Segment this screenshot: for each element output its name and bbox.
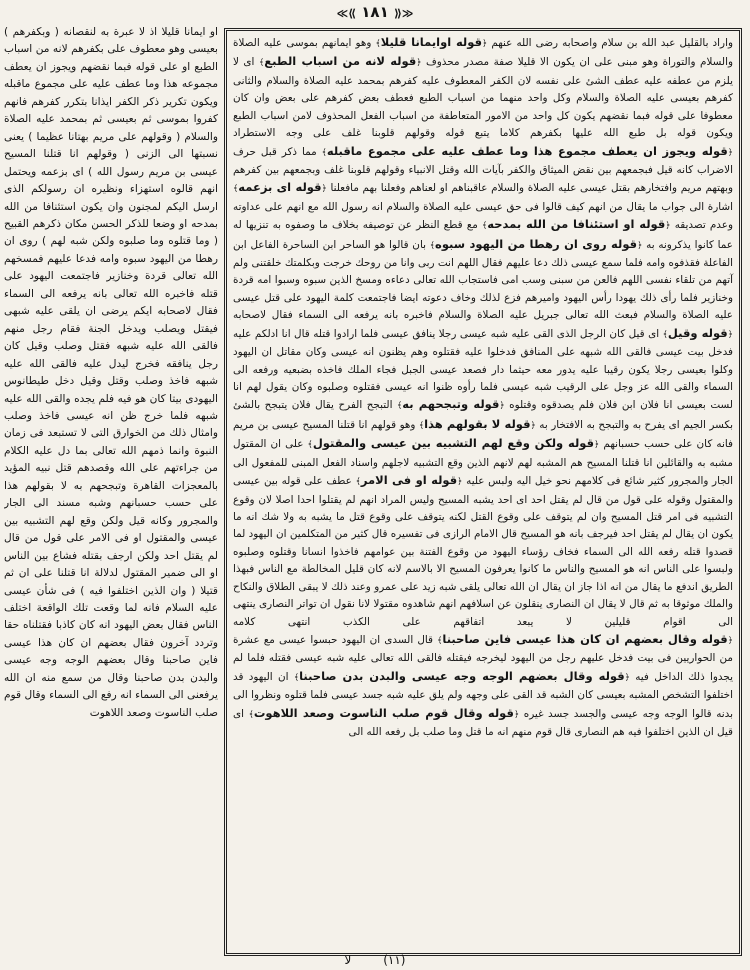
commentary-text: بان قالوا هو الساحر ابن الساحرة الفاعل ابن الفاعلة فقذفوه وامه فلما سمع عيسى ذلك دعا عليهم فقال اللهم انت ربى وانا من روحك خرجت وبكلمتك خلقتنى ولم آتهم من تلقاء نفسى اللهم فالعن من سبنى وسب امى فاستجاب الله تعالى دعاءه ومسخ الذين سبوه وسبوا امه قردة وخنازير فلما رأى ذلك يهودا رأس اليهود واميرهم فزع لذلك وخاف دعوته ايضا فاجتمعت كلمة اليهود على قتل عيسى عليه الصلاة والسلام فبعث الله تعالى جبريل عليه الصلاة والسلام فاخبره بانه يرفعه الى السماء فقال لاصحابه [233, 238, 733, 322]
commentary-text: على ان المقتول مشبه به والقائلين انا قتلنا المسيح هم المشبه لهم لانهم الذين وقع التشبيه لاجلهم واسناد الفعل المبنى للمفعول الى الجار والمجرور كثير شائع فى كلامهم نحو خيل اليه ولبس عليه [233, 438, 734, 488]
commentary-text: اشارة الى جواب ما يقال من انهم كيف قالوا فى حق عيسى عليه الصلاة والسلام انه رسول الله مع انهم على عداوته وعدم تصديقه [233, 200, 733, 232]
main-commentary [227, 31, 739, 741]
lemma-heading: قوله ويجوز ان يعطف مجموع هذا وما عطف عليه على مجموع ماقبله [326, 143, 728, 158]
lemma-heading: قوله لا بقولهم هذا [424, 416, 531, 431]
margin-commentary [4, 24, 218, 929]
margin-text: او ايمانا قليلا اذ لا عبرة به لنقصانه ( وبكفرهم ) بعيسى وهو معطوف على بكفرهم لانه من اسباب الطبع او على قوله فبما نقضهم ويجوز ان يعطف مجموعه هذا وما عطف عليه على مجموع ماقبله ويكون تكرير ذكر الكفر ايذانا بتكرر كفرهم فانهم كفروا بموسى ثم بعيسى ثم بمحمد عليه الصلاة والسلام ( وقولهم على مريم بهتانا عظيما ) يعنى نسبتها الى الزنى ( وقولهم انا قتلنا المسيح عيسى بن مريم رسول الله ) اى بزعمه ويحتمل انهم قالوه استهزاء ونظيره ان رسولكم الذى ارسل اليكم لمجنون وان يكون استئنافا من الله بمدحه او وضعا للذكر الحسن مكان ذكرهم القبيح ( وما قتلوه وما صلبوه ولكن شبه لهم ) روى ان رهطا من اليهود سبوه وامه فدعا عليهم فمسخهم الله تعالى قردة وخنازير فاجتمعت اليهود على قتله فاخبره الله تعالى بانه يرفعه الى السماء فقال لاصحابه ايكم يرضى ان يلقى عليه شبهى فيقتل ويصلب ويدخل الجنة فقام رجل منهم فالقى الله عليه شبهه فقتل وصلب وقيل كان رجل ينافقه فخرج ليدل عليه فالقى الله عليه شبهه فاخذ وصلب وقتل وقيل دخل طيطانوس اليهودى بيتا كان هو فيه فلم يجده والقى الله عليه شبهه فلما خرج ظن انه عيسى فاخذ وصلب وامثال ذلك من الخوارق التى لا تستبعد فى زمان النبوة وانما ذمهم الله تعالى بما دل عليه الكلام من جراءتهم على الله وقصدهم قتل نبيه المؤيد بالمعجزات القاهرة وتبجحهم به لا بقولهم هذا على حسب حسبانهم وشبه مسند الى الجار والمجرور وكانه قيل ولكن وقع لهم التشبيه بين عيسى والمقتول او فى الامر على قول من قال لم يقتل احد ولكن ارجف بقتله فشاع بين الناس او الى ضمير المقتول لدلالة انا قتلنا على ان ثم قتيلا ( وان الذين اختلفوا فيه ) فى شأن عيسى عليه السلام فانه لما وقعت تلك الواقعة اختلف الناس فقال بعض اليهود انه كان كاذبا فقتلناه حقا وتردد آخرون فقال بعضهم ان كان هذا عيسى فاين صاحبنا وقال بعضهم الوجه وجه عيسى والبدن بدن صاحبنا وقال من سمع منه ان الله يرفعنى الى السماء انه رفع الى السماء وقال قوم صلب الناسوت وصعد اللاهوت [4, 26, 218, 719]
lemma-heading: قوله اوايمانا قليلا [380, 35, 482, 49]
commentary-text: قال السدى ان اليهود حبسوا عيسى مع عشرة من الحواريين فى بيت فدخل عليهم رجل من اليهود ليخرجه فيقتله فالقى الله تعالى عليه شبه عيسى فقتله فلما لم يجدوا ذلك الداخل فيه [233, 633, 733, 683]
commentary-text: اى قيل كان الرجل الذى القى عليه شبه عيسى رجلا ينافق عيسى فلما ارادوا قتله قال انا ادلكم عليه فدخل بيت عيسى فالقى الله شبهه على المنافق فدخلوا عليه فقتلوه وهم يظنون انه عيسى وكان مقاتل ان اليهود وكلوا بعيسى رجلا يكون رقيبا عليه يدور معه حيثما دار فصعد عيسى الجبل فجاء الملك فاخذه بضبعيه ورفعه الى السماء والقى الله عز وجل على الرقيب شبه عيسى فلما رأوه ظنوا انه عيسى فقتلوه وصلبوه وكان يقول لهم انا لست بعيسى انا فلان ابن فلان فلم يصدقوه وقتلوه [233, 327, 733, 412]
commentary-text: وهو قولهم انا قتلنا المسيح عيسى بن مريم فانه كان على حسب حسبانهم [233, 418, 733, 451]
signature-number: (١١) [383, 953, 406, 967]
lemma-heading: قوله او استئنافا من الله بمدحه [487, 217, 666, 232]
commentary-text: ان اليهود قد اختلفوا التشخص المشبه بعيسى كان الشبه قد القى على وجهه ولم يلق عليه شبه جسد عيسى فلما قتلوه ونظروا الى بدنه قالوا الوجه وجه عيسى والجسد جسد غيره [233, 670, 733, 720]
header-ornament-right: ⟫≫ [393, 7, 414, 20]
header-ornament-left: ≪⟪ [336, 7, 357, 20]
main-text-frame [224, 28, 742, 956]
page-footer [0, 953, 750, 967]
lemma-heading: قوله لانه من اسباب الطبع [264, 54, 417, 69]
lemma-heading: قوله روى ان رهطا من اليهود سبوه [435, 236, 638, 251]
page-number-header [0, 3, 750, 21]
lemma-heading: قوله وقال بعضهم الوجه وجه عيسى والبدن بدن صاحبنا [299, 668, 625, 683]
commentary-paragraph: واراد بالقليل عبد الله بن سلام واصحابه رضى الله عنهم ﴿قوله اوايمانا قليلا﴾ وهو ايمانهم بموسى عليه الصلاة والسلام والتوراة وهو مبنى على ان يكون الا قليلا صفة مصدر محذوف ﴿قوله لانه من اسباب الطبع﴾ اى لا يلزم من عطفه عليه عطف الشئ على نفسه لان الكفر المعطوف عليه كفرهم بمحمد عليه الصلاة والسلام والثانى كفرهم بعيسى عليه الصلاة والسلام وكل واحد منهما من اسباب الطبع فعطف بعض كفرهم على بعض وان كان معطوفا على قوله فبما نقضهم يكون كل واحد من الامور المتعاطفة من اسباب الفعل المحذوف لامن اسباب الطبع ويكون قوله بل طبع الله عليها بكفرهم كلاما يتبع قوله وقولهم قلوبنا غلف على وجه الاستطراد ﴿قوله ويجوز ان يعطف مجموع هذا وما عطف عليه على مجموع ماقبله﴾ مما ذكر قبل حرف الاضراب كانه قيل فبجمعهم بين نقض الميثاق والكفر بآيات الله وقتل الانبياء وقولهم قلوبنا غلف وبجمعهم بين كفرهم وبهتهم مريم وافتخارهم بقتل عيسى عليه الصلاة والسلام عاقبناهم او لعناهم وفعلنا بهم مافعلنا ﴿قوله اى بزعمه﴾ اشارة الى جواب ما يقال من انهم كيف قالوا فى حق عيسى عليه الصلاة والسلام انه رسول الله مع انهم على عداوته وعدم تصديقه ﴿قوله او استئنافا من الله بمدحه﴾ مع قطع النظر عن توصيفه بخلاف ما وصفوه به تنزيها له عما كانوا يذكرونه به ﴿قوله روى ان رهطا من اليهود سبوه﴾ بان قالوا هو الساحر ابن الساحرة الفاعل ابن الفاعلة فقذفوه وامه فلما سمع عيسى ذلك دعا عليهم فقال اللهم انت ربى وانا من روحك خرجت وبكلمتك خلقتنى ولم آتهم من تلقاء نفسى اللهم فالعن من سبنى وسب امى فاستجاب الله تعالى دعاءه ومسخ الذين سبوه وسبوا امه قردة وخنازير فلما رأى ذلك يهودا رأس اليهود واميرهم فزع لذلك وخاف دعوته ايضا فاجتمعت كلمة اليهود على قتل عيسى عليه الصلاة والسلام فبعث الله تعالى جبريل عليه الصلاة والسلام فاخبره بانه يرفعه الى السماء فقال لاصحابه ﴿قوله وقيل﴾ اى قيل كان الرجل الذى القى عليه شبه عيسى رجلا ينافق عيسى فلما ارادوا قتله قال انا ادلكم عليه فدخل بيت عيسى فالقى الله شبهه على المنافق فدخلوا عليه فقتلوه وهم يظنون انه عيسى وكان مقاتل ان اليهود وكلوا بعيسى رجلا يكون رقيبا عليه يدور معه حيثما دار فصعد عيسى الجبل فجاء الملك فاخذه بضبعيه ورفعه الى السماء والقى الله عز وجل على الرقيب شبه عيسى فلما رأوه ظنوا انه عيسى فقتلوه وصلبوه وكان يقول لهم انا لست بعيسى انا فلان ابن فلان فلم يصدقوه وقتلوه ﴿قوله وتبجحهم به﴾ التبجح الفرح يقال فلان يتبجح بالشئ بكسر الجيم اى يفرح به والتبجح به الافتخار به ﴿قوله لا بقولهم هذا﴾ وهو قولهم انا قتلنا المسيح عيسى بن مريم فانه كان على حسب حسبانهم ﴿قوله ولكن وقع لهم التشبيه بين عيسى والمقتول﴾ على ان المقتول مشبه به والقائلين انا قتلنا المسيح هم المشبه لهم لانهم الذين وقع التشبيه لاجلهم واسناد الفعل المبنى للمفعول الى الجار والمجرور كثير شائع فى كلامهم نحو خيل اليه ولبس عليه ﴿قوله او فى الامر﴾ عطف على قوله بين عيسى والمقتول وقوله على قول من قال لم يقتل احد اى احد يشبه المسيح وليس المراد انهم لم يقتلوا احدا اصلا لان وقوع التشبيه فى امر قتل المسيح وان لم يتوقف على وقوع القتل لكنه يتوقف على وقوع قتل ما يشبه به ولا شك انه ما يكون ان يقال لم يقتل احد فيرجف بانه هو المسيح قال الامام الرازى فى تفسيره قال كثير من المتكلمين ان اليهود لما قصدوا قتله رفعه الله الى السماء فخاف رؤساء اليهود من وقوع الفتنة بين عوامهم فاخذوا انسانا وقتلوه وصلبوه ولبسوا على الناس انه هو المسيح والناس ما كانوا يعرفون المسيح الا بالاسم لانه كان قليل المخالطة مع الناس فبهذا الطريق اندفع ما يقال من انه اذا جاز ان يقال ان الله تعالى يلقى شبه زيد على عمرو وعند ذلك لا يبقى الطلاق والنكاح والملك موثوقا به ثم قال لا يقال ان النصارى ينقلون عن اسلافهم انهم شاهدوه مقتولا لانا نقول ان تواتر النصارى ينتهى الى اقوام قليلين لا يبعد اتفاقهم على الكذب انتهى كلامه ﴿قوله وقال بعضهم ان كان هذا عيسى فاين صاحبنا﴾ قال السدى ان اليهود حبسوا عيسى مع عشرة من الحواريين فى بيت فدخل عليهم رجل من اليهود ليخرجه فيقتله فالقى الله تعالى عليه شبه عيسى فقتله فلما لم يجدوا ذلك الداخل فيه ﴿قوله وقال بعضهم الوجه وجه عيسى والبدن بدن صاحبنا﴾ ان اليهود قد اختلفوا التشخص المشبه بعيسى كان الشبه قد القى على وجهه ولم يلق عليه شبه جسد عيسى فلما قتلوه ونظروا الى بدنه قالوا الوجه وجه عيسى والجسد جسد غيره ﴿قوله وقال قوم صلب الناسوت وصعد اللاهوت﴾ اى قيل ان الذين اختلفوا فيه هم النصارى قال قوم منهم انه ما قتل وما صلب بل رفعه الله الى [233, 35, 734, 739]
page-number: ١٨١ [361, 3, 389, 21]
signature-mark: لا [344, 953, 352, 967]
commentary-text: مما ذكر قبل حرف الاضراب كانه قيل فبجمعهم بين نقض الميثاق والكفر بآيات الله وقتل الانبياء وقولهم قلوبنا غلف وبجمعهم بين كفرهم وبهتهم مريم وافتخارهم بقتل عيسى عليه الصلاة والسلام عاقبناهم او لعناهم وفعلنا بهم مافعلنا [233, 145, 733, 195]
commentary-text: واراد بالقليل عبد الله بن سلام واصحابه رضى الله عنهم [487, 37, 733, 49]
lemma-heading: قوله اى بزعمه [238, 180, 322, 195]
commentary-text: مع قطع النظر عن توصيفه بخلاف ما وصفوه به تنزيها له عما كانوا يذكرونه به [233, 219, 733, 251]
lemma-heading: قوله وتبجحهم به [402, 397, 500, 412]
lemma-heading: قوله او فى الامر [360, 473, 458, 488]
commentary-text: اى قيل ان الذين اختلفوا فيه هم النصارى قال قوم منهم انه ما قتل وما صلب بل رفعه الله الى [233, 707, 733, 739]
lemma-heading: قوله وقيل [667, 325, 728, 340]
commentary-text: وهو ايمانهم بموسى عليه الصلاة والسلام والتوراة وهو مبنى على ان يكون الا قليلا صفة مصدر محذوف [233, 37, 733, 69]
commentary-text: اى لا يلزم من عطفه عليه عطف الشئ على نفسه لان الكفر المعطوف عليه كفرهم بمحمد عليه الصلاة والسلام والثانى كفرهم بعيسى عليه الصلاة والسلام وكل واحد منهما من اسباب الطبع فعطف بعض كفرهم على بعض وان كان معطوفا على قوله فبما نقضهم يكون كل واحد من الامور المتعاطفة من اسباب الفعل المحذوف لامن اسباب الطبع ويكون قوله بل طبع الله عليها بكفرهم كلاما يتبع قوله وقولهم قلوبنا غلف على وجه الاستطراد [233, 56, 733, 140]
lemma-heading: قوله وقال قوم صلب الناسوت وصعد اللاهوت [253, 705, 514, 720]
commentary-text: التبجح الفرح يقال فلان يتبجح بالشئ بكسر الجيم اى يفرح به والتبجح به الافتخار به [233, 399, 733, 431]
lemma-heading: قوله ولكن وقع لهم التشبيه بين عيسى والمقتول [312, 436, 595, 451]
lemma-heading: قوله وقال بعضهم ان كان هذا عيسى فاين صاحبنا [442, 631, 728, 646]
commentary-text: عطف على قوله بين عيسى والمقتول وقوله على قول من قال لم يقتل احد اى احد يشبه المسيح وليس المراد انهم لم يقتلوا احدا اصلا لان وقوع التشبيه فى امر قتل المسيح وان لم يتوقف على وقوع القتل لكنه يتوقف على وقوع قتل ما يشبه به ولا شك انه ما يكون ان يقال لم يقتل احد فيرجف بانه هو المسيح قال الامام الرازى فى تفسيره قال كثير من المتكلمين ان اليهود لما قصدوا قتله رفعه الله الى السماء فخاف رؤساء اليهود من وقوع الفتنة بين عوامهم فاخذوا انسانا وقتلوه وصلبوه ولبسوا على الناس انه هو المسيح والناس ما كانوا يعرفون المسيح الا بالاسم لانه كان قليل المخالطة مع الناس فبهذا الطريق اندفع ما يقال من انه اذا جاز ان يقال ان الله تعالى يلقى شبه زيد على عمرو وعند ذلك لا يبقى الطلاق والنكاح والملك موثوقا به ثم قال لا يقال ان النصارى ينقلون عن اسلافهم انهم شاهدوه مقتولا لانا نقول ان تواتر النصارى ينتهى الى اقوام قليلين لا يبعد اتفاقهم على الكذب انتهى كلامه [233, 475, 733, 628]
